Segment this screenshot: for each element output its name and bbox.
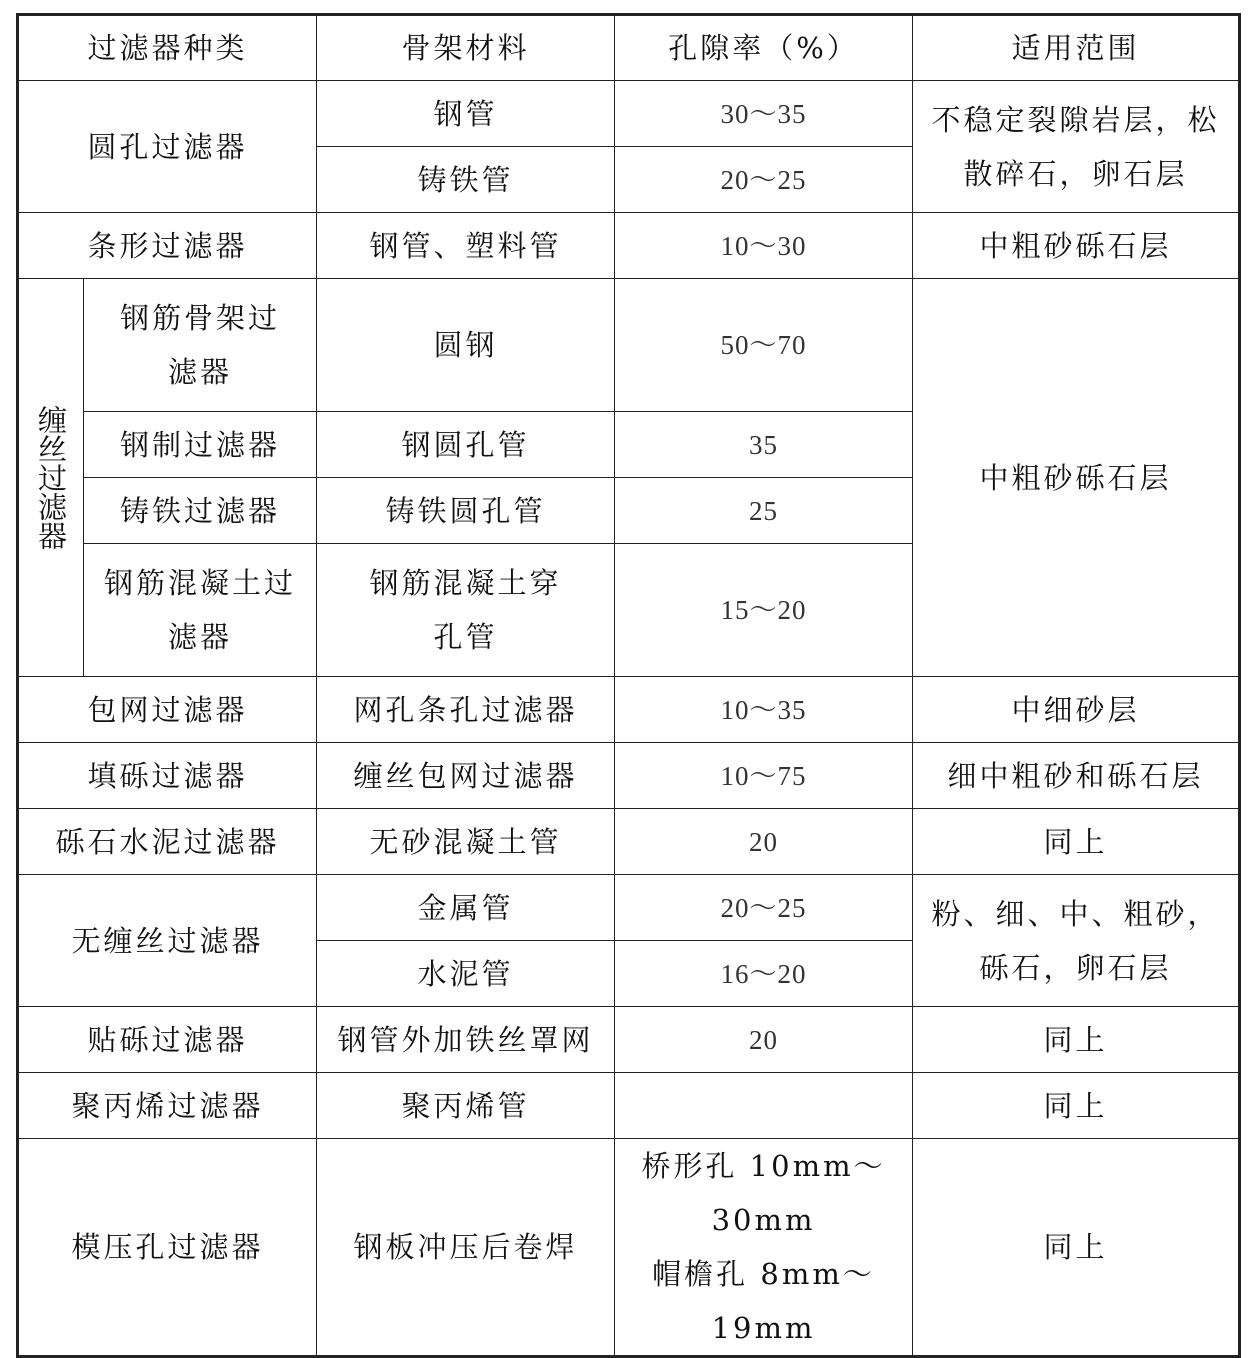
- wire-wound-frame-4-line-1: 钢筋混凝土穿: [369, 566, 562, 600]
- wire-wound-porosity-1: 50～70: [615, 279, 913, 412]
- mesh-type: 包网过滤器: [18, 677, 317, 743]
- table-row: [18, 1139, 1240, 1357]
- mesh-frame: 网孔条孔过滤器: [317, 677, 615, 743]
- gravel-stick-scope: 同上: [913, 1007, 1240, 1073]
- wire-wound-frame-4-line-2: 孔管: [433, 620, 498, 654]
- gravel-fill-scope: 细中粗砂和砾石层: [913, 743, 1240, 809]
- molded-type: 模压孔过滤器: [18, 1139, 317, 1357]
- wire-wound-porosity-2: 35: [615, 412, 913, 478]
- wire-wound-porosity-3: 25: [615, 478, 913, 544]
- filter-types-table: [16, 13, 1241, 1358]
- mesh-porosity: 10～35: [615, 677, 913, 743]
- table-row: [18, 743, 1240, 809]
- strip-porosity: 10～30: [615, 213, 913, 279]
- polypropylene-scope: 同上: [913, 1073, 1240, 1139]
- wire-wound-type-1: [84, 279, 317, 412]
- wire-wound-type-4: [84, 544, 317, 677]
- round-hole-scope: [913, 81, 1240, 213]
- header-scope: 适用范围: [913, 15, 1240, 81]
- gravel-cement-porosity: 20: [615, 809, 913, 875]
- wire-wound-scope: 中粗砂砾石层: [913, 279, 1240, 677]
- round-hole-porosity-1: 30～35: [615, 81, 913, 147]
- wire-wound-frame-1: 圆钢: [317, 279, 615, 412]
- table-row: [18, 81, 1240, 147]
- table-row: [18, 279, 1240, 412]
- round-hole-frame-2: 铸铁管: [317, 147, 615, 213]
- wire-wound-type-2: 钢制过滤器: [84, 412, 317, 478]
- round-hole-porosity-2: 20～25: [615, 147, 913, 213]
- molded-porosity-line-2: 帽檐孔 8mm～19mm: [652, 1257, 875, 1345]
- gravel-fill-porosity: 10～75: [615, 743, 913, 809]
- gravel-stick-porosity: 20: [615, 1007, 913, 1073]
- table-row: [18, 809, 1240, 875]
- mesh-scope: 中细砂层: [913, 677, 1240, 743]
- gravel-fill-frame: 缠丝包网过滤器: [317, 743, 615, 809]
- no-wire-frame-2: 水泥管: [317, 941, 615, 1007]
- no-wire-scope-line-1: 粉、细、中、粗砂，: [931, 896, 1220, 931]
- gravel-stick-frame: 钢管外加铁丝罩网: [317, 1007, 615, 1073]
- molded-frame: 钢板冲压后卷焊: [317, 1139, 615, 1357]
- molded-porosity-line-1: 桥形孔 10mm～30mm: [641, 1149, 886, 1237]
- strip-type: 条形过滤器: [18, 213, 317, 279]
- wire-wound-type-1-line-1: 钢筋骨架过: [120, 301, 281, 335]
- strip-scope: 中粗砂砾石层: [913, 213, 1240, 279]
- header-frame: 骨架材料: [317, 15, 615, 81]
- wire-wound-type-4-line-2: 滤器: [168, 620, 233, 654]
- wire-wound-type-4-line-1: 钢筋混凝土过: [104, 566, 297, 600]
- table-row: [18, 677, 1240, 743]
- wire-wound-type-1-line-2: 滤器: [168, 355, 233, 389]
- gravel-cement-frame: 无砂混凝土管: [317, 809, 615, 875]
- wire-wound-type-3: 铸铁过滤器: [84, 478, 317, 544]
- wire-wound-porosity-4: 15～20: [615, 544, 913, 677]
- header-row: [18, 15, 1240, 81]
- round-hole-frame-1: 钢管: [317, 81, 615, 147]
- polypropylene-frame: 聚丙烯管: [317, 1073, 615, 1139]
- round-hole-scope-line-1: 不稳定裂隙岩层，松: [931, 102, 1220, 137]
- table-row: [18, 213, 1240, 279]
- gravel-stick-type: 贴砾过滤器: [18, 1007, 317, 1073]
- table-row: [18, 1073, 1240, 1139]
- no-wire-scope: [913, 875, 1240, 1007]
- round-hole-type: 圆孔过滤器: [18, 81, 317, 213]
- header-type: 过滤器种类: [18, 15, 317, 81]
- table-row: [18, 875, 1240, 941]
- gravel-cement-scope: 同上: [913, 809, 1240, 875]
- polypropylene-porosity: [615, 1073, 913, 1139]
- gravel-fill-type: 填砾过滤器: [18, 743, 317, 809]
- strip-frame: 钢管、塑料管: [317, 213, 615, 279]
- wire-wound-group: 缠丝过滤器: [18, 279, 84, 677]
- wire-wound-frame-3: 铸铁圆孔管: [317, 478, 615, 544]
- gravel-cement-type: 砾石水泥过滤器: [18, 809, 317, 875]
- no-wire-frame-1: 金属管: [317, 875, 615, 941]
- wire-wound-frame-2: 钢圆孔管: [317, 412, 615, 478]
- wire-wound-frame-4: [317, 544, 615, 677]
- no-wire-type: 无缠丝过滤器: [18, 875, 317, 1007]
- polypropylene-type: 聚丙烯过滤器: [18, 1073, 317, 1139]
- molded-porosity: [615, 1139, 913, 1357]
- no-wire-scope-line-2: 砾石，卵石层: [979, 950, 1172, 985]
- header-porosity: 孔隙率（%）: [615, 15, 913, 81]
- round-hole-scope-line-2: 散碎石，卵石层: [963, 156, 1188, 191]
- no-wire-porosity-2: 16～20: [615, 941, 913, 1007]
- table-row: [18, 1007, 1240, 1073]
- molded-scope: 同上: [913, 1139, 1240, 1357]
- no-wire-porosity-1: 20～25: [615, 875, 913, 941]
